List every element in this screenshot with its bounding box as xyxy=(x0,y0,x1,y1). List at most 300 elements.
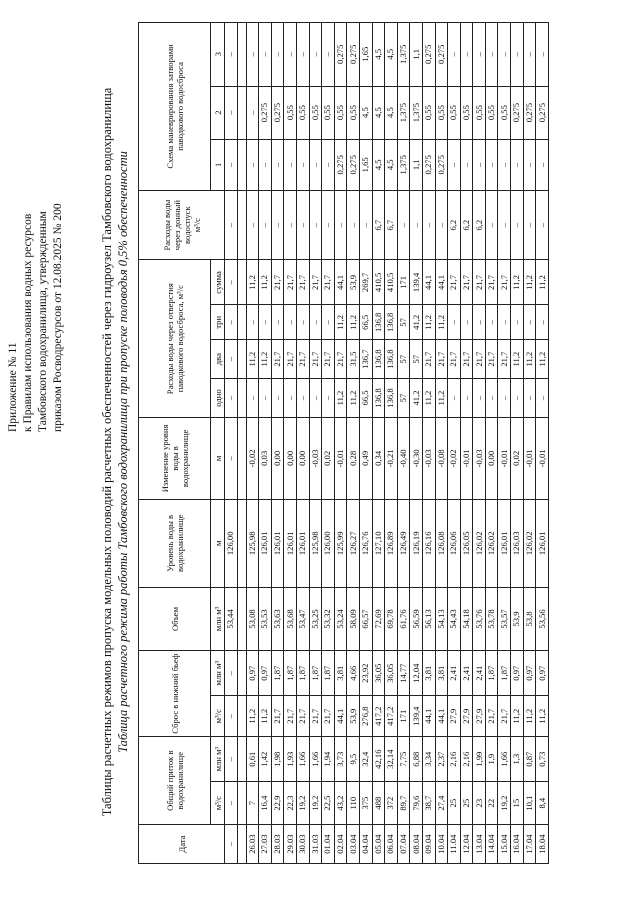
table-cell: 21,7 xyxy=(422,340,435,379)
table-cell: 21,7 xyxy=(498,260,511,305)
table-cell: 11,2 xyxy=(536,260,549,305)
table-cell: 2,16 xyxy=(460,737,473,782)
table-row xyxy=(536,23,549,864)
table-cell: 1,99 xyxy=(473,737,486,782)
table-cell: – xyxy=(259,23,272,87)
table-cell: 126,01 xyxy=(284,499,297,587)
table-cell: 0,28 xyxy=(347,417,360,499)
table-cell: 171 xyxy=(397,260,410,305)
table-cell: 9,5 xyxy=(347,737,360,782)
table-cell: – xyxy=(322,190,335,260)
table-cell: 0,275 xyxy=(536,86,549,139)
unit-discharge-volume: млн м³ xyxy=(211,651,225,696)
table-cell: 1,98 xyxy=(271,737,284,782)
table-cell: 6,2 xyxy=(460,190,473,260)
table-cell: 11,2 xyxy=(347,305,360,340)
table-cell: 31,5 xyxy=(347,340,360,379)
table-cell: 126,01 xyxy=(296,499,309,587)
table-cell: 1,375 xyxy=(410,86,423,139)
table-cell: – xyxy=(322,305,335,340)
table-cell: 44,1 xyxy=(422,260,435,305)
table-cell: 139,4 xyxy=(410,696,423,737)
table-cell: 43,2 xyxy=(334,782,347,825)
table-row xyxy=(498,23,511,864)
table-cell: 02.04 xyxy=(334,825,347,864)
table-cell: 66,5 xyxy=(359,305,372,340)
table-cell: 0,87 xyxy=(523,737,536,782)
col-inflow: Общий приток в водохранилище xyxy=(139,737,211,825)
table-cell: 53,9 xyxy=(511,587,524,650)
table-cell: 41,2 xyxy=(410,379,423,418)
table-cell: 11,2 xyxy=(536,696,549,737)
col-spillway: Расходы воды через отверстия паводкового водосброса, м³/с xyxy=(139,260,211,418)
table-cell: 89,7 xyxy=(397,782,410,825)
table-cell: 136,8 xyxy=(385,379,398,418)
table-cell: 05.04 xyxy=(372,825,385,864)
table-cell xyxy=(237,499,246,587)
table-cell: 126,00 xyxy=(322,499,335,587)
table-cell: 53,63 xyxy=(271,587,284,650)
table-cell: 1,375 xyxy=(397,86,410,139)
table-cell: 21,7 xyxy=(309,260,322,305)
table-cell: 0,55 xyxy=(347,86,360,139)
table-cell: – xyxy=(523,305,536,340)
table-cell: 53,76 xyxy=(473,587,486,650)
table-cell xyxy=(237,417,246,499)
table-cell: 58,09 xyxy=(347,587,360,650)
table-cell: 54,18 xyxy=(460,587,473,650)
table-cell: – xyxy=(225,305,238,340)
table-cell: 0,55 xyxy=(448,86,461,139)
table-cell: 125,99 xyxy=(334,499,347,587)
table-cell: – xyxy=(284,379,297,418)
table-cell: 21,7 xyxy=(460,260,473,305)
table-cell xyxy=(237,825,246,864)
table-row xyxy=(334,23,347,864)
table-cell: 3,34 xyxy=(422,737,435,782)
table-cell: – xyxy=(296,23,309,87)
table-cell: 6,2 xyxy=(448,190,461,260)
appendix-line: приказом Росводресурсов от 12.08.2025 № 200 xyxy=(52,203,64,432)
table-cell: 03.04 xyxy=(347,825,360,864)
table-cell: 7,75 xyxy=(397,737,410,782)
table-cell: 57 xyxy=(410,340,423,379)
col-gate-scheme: Схема маневрирования затворами паводкового водосброса xyxy=(139,23,211,191)
table-cell: 11,2 xyxy=(511,260,524,305)
table-cell: 126,05 xyxy=(460,499,473,587)
table-row xyxy=(372,23,385,864)
table-cell: 11,2 xyxy=(435,379,448,418)
table-cell: 25 xyxy=(460,782,473,825)
table-row xyxy=(246,23,259,864)
table-cell: 3,81 xyxy=(435,651,448,696)
table-row xyxy=(259,23,272,864)
table-cell: 44,1 xyxy=(334,696,347,737)
table-cell: 21,7 xyxy=(284,696,297,737)
table-cell: 12,04 xyxy=(410,651,423,696)
table-cell xyxy=(237,86,246,139)
table-cell xyxy=(237,260,246,305)
table-cell: – xyxy=(322,23,335,87)
table-cell: 53,78 xyxy=(485,587,498,650)
table-cell: 17.04 xyxy=(523,825,536,864)
sub-two: два xyxy=(211,340,225,379)
table-cell: 136,8 xyxy=(385,340,398,379)
table-cell: – xyxy=(246,379,259,418)
table-cell: 0,275 xyxy=(334,139,347,190)
table-cell: 53,8 xyxy=(523,587,536,650)
table-cell: 1,1 xyxy=(410,139,423,190)
table-cell: – xyxy=(271,23,284,87)
table-cell: 126,16 xyxy=(422,499,435,587)
table-cell: 0,275 xyxy=(347,23,360,87)
table-cell: 139,4 xyxy=(410,260,423,305)
table-cell: 0,275 xyxy=(523,86,536,139)
table-cell: – xyxy=(511,305,524,340)
table-cell: – xyxy=(410,190,423,260)
table-row xyxy=(511,23,524,864)
table-cell: 0,275 xyxy=(347,139,360,190)
table-cell: – xyxy=(322,139,335,190)
table-cell: 126,89 xyxy=(385,499,398,587)
table-cell: 1,375 xyxy=(397,139,410,190)
table-row xyxy=(435,23,448,864)
table-cell: 4,5 xyxy=(385,139,398,190)
table-cell: 136,8 xyxy=(372,379,385,418)
table-cell: 4,66 xyxy=(347,651,360,696)
table-cell: 29.03 xyxy=(284,825,297,864)
appendix-block xyxy=(6,12,66,432)
table-cell: 6,88 xyxy=(410,737,423,782)
bottom-outlet-unit: м³/с xyxy=(191,218,202,233)
table-cell: 44,1 xyxy=(435,696,448,737)
table-body xyxy=(225,23,549,864)
table-cell: 22 xyxy=(485,782,498,825)
table-cell: 0,55 xyxy=(334,86,347,139)
table-cell: 488 xyxy=(372,782,385,825)
table-cell: – xyxy=(259,305,272,340)
table-cell: 0,97 xyxy=(259,651,272,696)
table-cell: – xyxy=(309,190,322,260)
table-cell: 126,03 xyxy=(511,499,524,587)
table-cell: -0,03 xyxy=(309,417,322,499)
table-row xyxy=(397,23,410,864)
table-cell: – xyxy=(225,190,238,260)
table-cell: – xyxy=(460,305,473,340)
table-cell: 126,19 xyxy=(410,499,423,587)
table-cell: – xyxy=(322,379,335,418)
table-cell: 11,2 xyxy=(511,696,524,737)
table-cell: – xyxy=(536,305,549,340)
table-cell: – xyxy=(498,23,511,87)
table-cell: 0,00 xyxy=(485,417,498,499)
table-cell: – xyxy=(284,305,297,340)
table-row xyxy=(309,23,322,864)
table-cell: -0,08 xyxy=(435,417,448,499)
table-cell: 22,9 xyxy=(271,782,284,825)
table-cell: 21,7 xyxy=(435,340,448,379)
table-cell: 0,00 xyxy=(284,417,297,499)
table-row xyxy=(271,23,284,864)
table-cell: 3,81 xyxy=(422,651,435,696)
table-cell: 6,2 xyxy=(473,190,486,260)
table-cell: 01.04 xyxy=(322,825,335,864)
table-cell: 15 xyxy=(511,782,524,825)
table-cell: 11,2 xyxy=(523,696,536,737)
table-cell: 372 xyxy=(385,782,398,825)
table-row xyxy=(473,23,486,864)
table-cell: 21,7 xyxy=(322,340,335,379)
table-cell: – xyxy=(485,23,498,87)
table-cell: 04.04 xyxy=(359,825,372,864)
table-cell: – xyxy=(460,139,473,190)
col-discharge: Сброс в нижний бьеф xyxy=(139,651,211,737)
table-cell: – xyxy=(498,305,511,340)
table-cell: 36,05 xyxy=(372,651,385,696)
table-cell: 1,65 xyxy=(359,139,372,190)
table-cell: 1,94 xyxy=(322,737,335,782)
table-cell: 0,97 xyxy=(536,651,549,696)
table-row xyxy=(359,23,372,864)
table-cell: – xyxy=(284,190,297,260)
table-cell: – xyxy=(296,139,309,190)
table-cell: – xyxy=(225,260,238,305)
table-cell: – xyxy=(448,379,461,418)
table-cell: 0,275 xyxy=(271,86,284,139)
table-cell: – xyxy=(523,190,536,260)
gate-2: 2 xyxy=(211,86,225,139)
table-cell: 1,66 xyxy=(296,737,309,782)
table-cell: -0,03 xyxy=(422,417,435,499)
gate-3: 3 xyxy=(211,23,225,87)
table-cell: 3,73 xyxy=(334,737,347,782)
table-cell: – xyxy=(397,190,410,260)
table-cell: 53,08 xyxy=(246,587,259,650)
table-cell: -0,40 xyxy=(397,417,410,499)
table-row xyxy=(237,23,246,864)
table-cell: 14,77 xyxy=(397,651,410,696)
table-cell: 125,98 xyxy=(309,499,322,587)
table-cell: 410,5 xyxy=(385,260,398,305)
table-cell: 21,7 xyxy=(296,696,309,737)
table-cell: 21,7 xyxy=(485,696,498,737)
table-cell: – xyxy=(225,417,238,499)
table-cell: 0,275 xyxy=(334,23,347,87)
table-cell: 06.04 xyxy=(385,825,398,864)
table-cell: 21,7 xyxy=(334,340,347,379)
table-cell: – xyxy=(523,379,536,418)
table-cell: 13.04 xyxy=(473,825,486,864)
table-cell: 4,5 xyxy=(372,86,385,139)
table-cell: – xyxy=(536,190,549,260)
table-cell: 136,8 xyxy=(385,305,398,340)
table-cell: -0,03 xyxy=(473,417,486,499)
table-cell: 11,2 xyxy=(334,379,347,418)
table-cell: 21,7 xyxy=(271,260,284,305)
table-cell: – xyxy=(246,305,259,340)
table-cell: 11,2 xyxy=(422,305,435,340)
table-cell: 53,56 xyxy=(536,587,549,650)
table-cell: – xyxy=(225,139,238,190)
table-cell: 11,2 xyxy=(246,340,259,379)
table-cell: -0,30 xyxy=(410,417,423,499)
table-cell: – xyxy=(347,190,360,260)
table-cell: 27,9 xyxy=(473,696,486,737)
table-cell: 57 xyxy=(397,379,410,418)
table-cell: – xyxy=(511,139,524,190)
table-cell: 126,49 xyxy=(397,499,410,587)
table-cell: – xyxy=(485,379,498,418)
table-cell: 1,87 xyxy=(485,651,498,696)
table-cell: 2,16 xyxy=(448,737,461,782)
table-cell: 4,5 xyxy=(385,86,398,139)
table-cell: 53,68 xyxy=(284,587,297,650)
table-cell: 53,9 xyxy=(347,696,360,737)
table-cell: 4,5 xyxy=(372,23,385,87)
table-cell: 3,81 xyxy=(334,651,347,696)
unit-inflow-rate: м³/с xyxy=(211,782,225,825)
table-cell: – xyxy=(246,190,259,260)
table-row xyxy=(410,23,423,864)
table-cell: 53,53 xyxy=(259,587,272,650)
table-cell: 41,2 xyxy=(410,305,423,340)
table-cell: – xyxy=(448,23,461,87)
table-cell: – xyxy=(523,139,536,190)
table-cell: 126,06 xyxy=(448,499,461,587)
table-cell: 11,2 xyxy=(523,340,536,379)
table-cell: – xyxy=(225,379,238,418)
table-cell: 38,7 xyxy=(422,782,435,825)
table-cell: 1,3 xyxy=(511,737,524,782)
table-cell: 1,375 xyxy=(397,23,410,87)
table-cell: – xyxy=(225,23,238,87)
table-cell: – xyxy=(225,737,238,782)
table-cell: – xyxy=(460,23,473,87)
unit-discharge-rate: м³/с xyxy=(211,696,225,737)
table-cell: 10.04 xyxy=(435,825,448,864)
table-cell: – xyxy=(448,305,461,340)
table-cell: 11,2 xyxy=(435,305,448,340)
col-date: Дата xyxy=(139,825,225,864)
table-cell: 21,7 xyxy=(284,340,297,379)
table-cell: 0,275 xyxy=(511,86,524,139)
table-cell xyxy=(237,696,246,737)
table-cell: 0,61 xyxy=(246,737,259,782)
table-cell: – xyxy=(422,190,435,260)
table-cell: 110 xyxy=(347,782,360,825)
table-cell: 0,97 xyxy=(511,651,524,696)
sub-three: три xyxy=(211,305,225,340)
table-cell: 25 xyxy=(448,782,461,825)
table-cell: 21,7 xyxy=(448,340,461,379)
table-cell: 125,98 xyxy=(246,499,259,587)
table-cell: – xyxy=(284,23,297,87)
table-cell: 11,2 xyxy=(259,260,272,305)
table-cell: 2,41 xyxy=(460,651,473,696)
table-row xyxy=(284,23,297,864)
col-bottom-outlet xyxy=(139,190,225,260)
table-cell: 08.04 xyxy=(410,825,423,864)
table-cell: 57 xyxy=(397,305,410,340)
table-cell: 27.03 xyxy=(259,825,272,864)
table-cell: – xyxy=(284,139,297,190)
unit-level: м xyxy=(211,499,225,587)
table-cell: 32,14 xyxy=(385,737,398,782)
table-cell: 136,8 xyxy=(372,340,385,379)
table-cell: – xyxy=(536,139,549,190)
table-cell: 21,7 xyxy=(296,340,309,379)
table-cell: 2,41 xyxy=(448,651,461,696)
table-cell: 61,76 xyxy=(397,587,410,650)
table-cell: 11,2 xyxy=(422,379,435,418)
table-cell: – xyxy=(246,139,259,190)
table-cell: – xyxy=(225,86,238,139)
table-cell: – xyxy=(271,139,284,190)
table-cell: 0,55 xyxy=(460,86,473,139)
table-cell: 1,87 xyxy=(284,651,297,696)
col-level: Уровень воды в водохранилище xyxy=(139,499,211,587)
table-cell: 27,9 xyxy=(448,696,461,737)
table-cell: 21,7 xyxy=(498,340,511,379)
table-row xyxy=(347,23,360,864)
table-cell: 11,2 xyxy=(246,260,259,305)
table-cell: – xyxy=(485,305,498,340)
table-cell: 21,7 xyxy=(322,260,335,305)
table-cell: 7 xyxy=(246,782,259,825)
table-cell: 0,00 xyxy=(296,417,309,499)
table-cell: 1,42 xyxy=(259,737,272,782)
table-cell: 21,7 xyxy=(309,696,322,737)
table-cell: 10,1 xyxy=(523,782,536,825)
table-cell: – xyxy=(334,190,347,260)
table-cell: 44,1 xyxy=(422,696,435,737)
table-cell: -0,02 xyxy=(448,417,461,499)
table-cell: 126,02 xyxy=(485,499,498,587)
table-cell: 126,00 xyxy=(225,499,238,587)
table-cell: 126,02 xyxy=(473,499,486,587)
table-cell: – xyxy=(296,379,309,418)
table-cell: 11,2 xyxy=(536,340,549,379)
table-cell: 0,275 xyxy=(259,86,272,139)
table-cell: – xyxy=(271,379,284,418)
table-row xyxy=(225,23,238,864)
table-cell: 11,2 xyxy=(334,305,347,340)
table-cell: 21,7 xyxy=(448,260,461,305)
table-cell: 21,7 xyxy=(473,260,486,305)
table-row xyxy=(296,23,309,864)
col-volume: Объем xyxy=(139,587,211,650)
table-cell: 42,16 xyxy=(372,737,385,782)
table-heading: Таблица расчетного режима работы Тамбовского водохранилища при пропуске половодья 0,5% обеспеченности xyxy=(116,151,130,753)
table-cell: 18.04 xyxy=(536,825,549,864)
table-cell: 53,25 xyxy=(309,587,322,650)
table-cell: 72,69 xyxy=(372,587,385,650)
table-cell: 2,37 xyxy=(435,737,448,782)
table-cell: – xyxy=(473,379,486,418)
table-cell: 0,275 xyxy=(422,23,435,87)
table-cell: 21,7 xyxy=(473,340,486,379)
table-cell: -0,01 xyxy=(334,417,347,499)
table-cell: 21,7 xyxy=(271,340,284,379)
table-row xyxy=(523,23,536,864)
table-cell: 54,13 xyxy=(435,587,448,650)
table-cell: -0,01 xyxy=(523,417,536,499)
table-cell: 0,55 xyxy=(435,86,448,139)
table-cell: – xyxy=(225,340,238,379)
table-cell xyxy=(237,651,246,696)
table-cell: 126,02 xyxy=(523,499,536,587)
table-cell: – xyxy=(473,305,486,340)
